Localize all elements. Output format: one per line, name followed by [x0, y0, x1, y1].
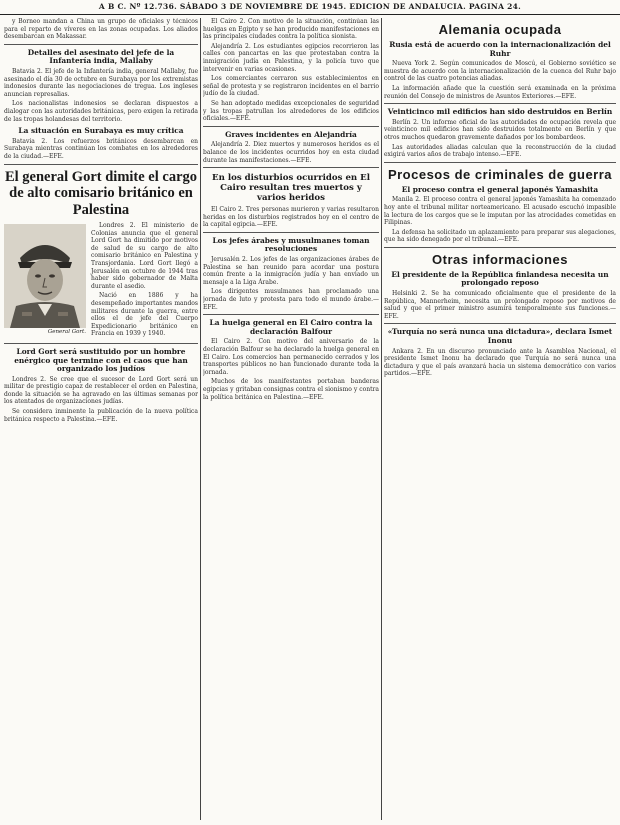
section-title-alemania: Alemania ocupada [438, 22, 562, 37]
headline-arab-leaders: Los jefes árabes y musulmanes toman resoluciones [212, 235, 370, 254]
article-paragraph: Batavia 2. Los refuerzos británicos desembarcan en Surabaya mientras continúan los combates en los alrededores de la ciudad.—EFE. [4, 137, 198, 160]
divider [384, 323, 616, 324]
lead-paragraph: y Borneo mandan a China un grupo de oficiales y técnicos para el reparto de víveres en las zonas ocupadas. Los aliados desembarcan en Makassar. [4, 18, 198, 41]
gort-portrait-image [4, 224, 86, 328]
article-paragraph: Londres 2. Se cree que el sucesor de Lord Gort será un militar de prestigio capaz de restablecer el orden en Palestina, donde la situación se ha agravado en las últimas semanas por los atentados de organizaciones judías. [4, 375, 198, 406]
column-right [384, 18, 616, 820]
section-title-procesos: Procesos de criminales de guerra [387, 166, 613, 182]
article-paragraph: Berlín 2. Un informe oficial de las autoridades de ocupación revela que veinticinco mil edificios han sido destruidos totalmente en Berlín y que otros muchos quedaron gravemente dañados por los bombardeos. [384, 118, 616, 141]
headline-ruhr: Rusia está de acuerdo con la internacionalización del Ruhr [389, 40, 611, 58]
portrait-caption: General Gort. [47, 329, 86, 335]
divider [203, 314, 379, 315]
divider [384, 162, 616, 163]
headline-gort: El general Gort dimite el cargo de alto comisario británico en Palestina [4, 168, 198, 218]
divider [4, 343, 198, 344]
article-paragraph: Helsinki 2. Se ha comunicado oficialmente que el presidente de la República, Mannerheim, necesita un prolongado reposo por motivos de salud y que el primer ministro asumirá temporalmente sus funciones.—EFE. [384, 290, 616, 320]
article-paragraph: Batavia 2. El jefe de la Infantería india, general Mallaby, fue asesinado el día 30 de octubre en Surabaya por los extremistas indonesios durante las negociaciones de tregua. Los ingleses anuncian represalias. [4, 67, 198, 98]
headline-cairo-strike: La huelga general en El Cairo contra la declaración Balfour [209, 318, 373, 336]
divider [203, 167, 379, 168]
article-paragraph: Se han adoptado medidas excepcionales de seguridad y las tropas patrullan los alrededores de los edificios oficiales.—EFE. [203, 99, 379, 123]
divider [4, 164, 198, 165]
article-paragraph: Los comerciantes cerraron sus establecimientos en señal de protesta y se registraron incidentes en el barrio judío de la ciudad. [203, 75, 379, 98]
headline-surabaya: La situación en Surabaya es muy crítica [18, 126, 184, 136]
headline-alejandria: Graves incidentes en Alejandría [225, 129, 357, 139]
article-paragraph: Londres 2. El ministerio de Colonias anuncia que el general Lord Gort ha dimitido por motivos de salud de su cargo de alto comisario británico en Palestina y Transjordania. Lord Gort llegó a Jerusalén en octubre de 1944 tras haber sido gobernador de Malta durante el asedio. [91, 222, 198, 290]
headline-yamashita: El proceso contra el general japonés Yamashita [401, 184, 599, 194]
section-title-otras: Otras informaciones [432, 251, 568, 267]
column-left [4, 18, 198, 820]
divider [203, 126, 379, 127]
column-middle [203, 18, 379, 820]
headline-cairo-riots: En los disturbios ocurridos en El Cairo resultan tres muertos y varios heridos [212, 173, 370, 204]
divider [203, 232, 379, 233]
article-paragraph: Nació en 1886 y ha desempeñado importantes mandos militares durante la guerra, entre ellos el de jefe del Cuerpo Expedicionario británico en Francia en 1939 y 1940. [91, 292, 198, 338]
article-paragraph: Los nacionalistas indonesios se declaran dispuestos a dialogar con las autoridades británicas, pero exigen la retirada de las tropas holandesas del territorio. [4, 100, 198, 123]
headline-mallaby: Detalles del asesinato del jefe de la Infantería india, Mallaby [27, 47, 175, 66]
portrait-figure [4, 224, 86, 335]
article-paragraph: La defensa ha solicitado un aplazamiento para preparar sus alegaciones, que ha sido denegado por el tribunal.—EFE. [384, 228, 616, 244]
headline-finland: El presidente de la República finlandesa necesita un prolongado reposo [391, 269, 609, 288]
article-paragraph: Se considera inminente la publicación de la nueva política británica respecto a Palestina.—EFE. [4, 408, 198, 423]
article-paragraph: Alejandría 2. Los estudiantes egipcios recorrieron las calles con pancartas en las que protestaban contra la inmigración judía en Palestina, y la policía tuvo que intervenir en varias ocasiones. [203, 42, 379, 73]
divider [384, 103, 616, 104]
article-paragraph: Los dirigentes musulmanes han proclamado una jornada de luto y protesta para todo el mundo árabe.—EFE. [203, 288, 379, 311]
article-paragraph: Las autoridades aliadas calculan que la reconstrucción de la ciudad exigirá varios años de trabajo intenso.—EFE. [384, 143, 616, 159]
headline-turkey: «Turquía no será nunca una dictadura», declara Ismet Inonu [387, 327, 613, 346]
article-paragraph: Ankara 2. En un discurso pronunciado ante la Asamblea Nacional, el presidente Ismet Inonu ha declarado que Turquía no será nunca una dictadura y que el país avanzará hacia un sistema democrático con varios partidos.—EFE. [384, 347, 616, 378]
divider [4, 44, 198, 45]
running-head: A B C. Nº 12.736. SÁBADO 3 DE NOVIEMBRE DE 1945. EDICION DE ANDALUCIA. PAGINA 24. [0, 0, 620, 15]
article-paragraph: El Cairo 2. Con motivo del aniversario de la declaración Balfour se ha declarado la huelga general en El Cairo. Los comercios han permanecido cerrados y los transportes públicos no han funcionado durante toda la jornada. [203, 338, 379, 376]
article-paragraph: Jerusalén 2. Los jefes de las organizaciones árabes de Palestina se han reunido para acordar una postura común frente a la inmigración judía y han enviado un mensaje a la Liga Árabe. [203, 256, 379, 286]
article-paragraph: Manila 2. El proceso contra el general japonés Yamashita ha comenzado hoy ante el tribunal militar norteamericano. El acusado escuchó impasible la lectura de los cargos que se le imputan por las atrocidades cometidas en Filipinas. [384, 196, 616, 227]
article-paragraph: Alejandría 2. Diez muertos y numerosos heridos es el balance de los incidentes ocurridos hoy en esta ciudad durante las manifestaciones.—EFE. [203, 141, 379, 164]
column-rule [381, 18, 382, 820]
column-rule [200, 18, 201, 820]
headline-gort-successor: Lord Gort será sustituido por un hombre enérgico que termine con el caos que han organizado los judíos [14, 346, 188, 374]
headline-berlin: Veinticinco mil edificios han sido destruidos en Berlín [387, 107, 613, 117]
article-paragraph: El Cairo 2. Con motivo de la situación, continúan las huelgas en Egipto y se han producido manifestaciones en las principales ciudades contra la política sionista. [203, 18, 379, 41]
article-paragraph: Nueva York 2. Según comunicados de Moscú, el Gobierno soviético se muestra de acuerdo con la internacionalización de la cuenca del Ruhr bajo control de las cuatro potencias aliadas. [384, 60, 616, 83]
divider [384, 247, 616, 248]
article-paragraph: La información añade que la cuestión será examinada en la próxima reunión del Consejo de ministros de Asuntos Exteriores.—EFE. [384, 84, 616, 100]
article-paragraph: El Cairo 2. Tres personas murieron y varias resultaron heridas en los disturbios registrados hoy en el centro de la capital egipcia.—EFE. [203, 206, 379, 229]
article-paragraph: Muchos de los manifestantes portaban banderas egipcias y gritaban consignas contra el sionismo y contra la política británica en Palestina.—EFE. [203, 378, 379, 401]
portrait-drawing [4, 224, 86, 328]
